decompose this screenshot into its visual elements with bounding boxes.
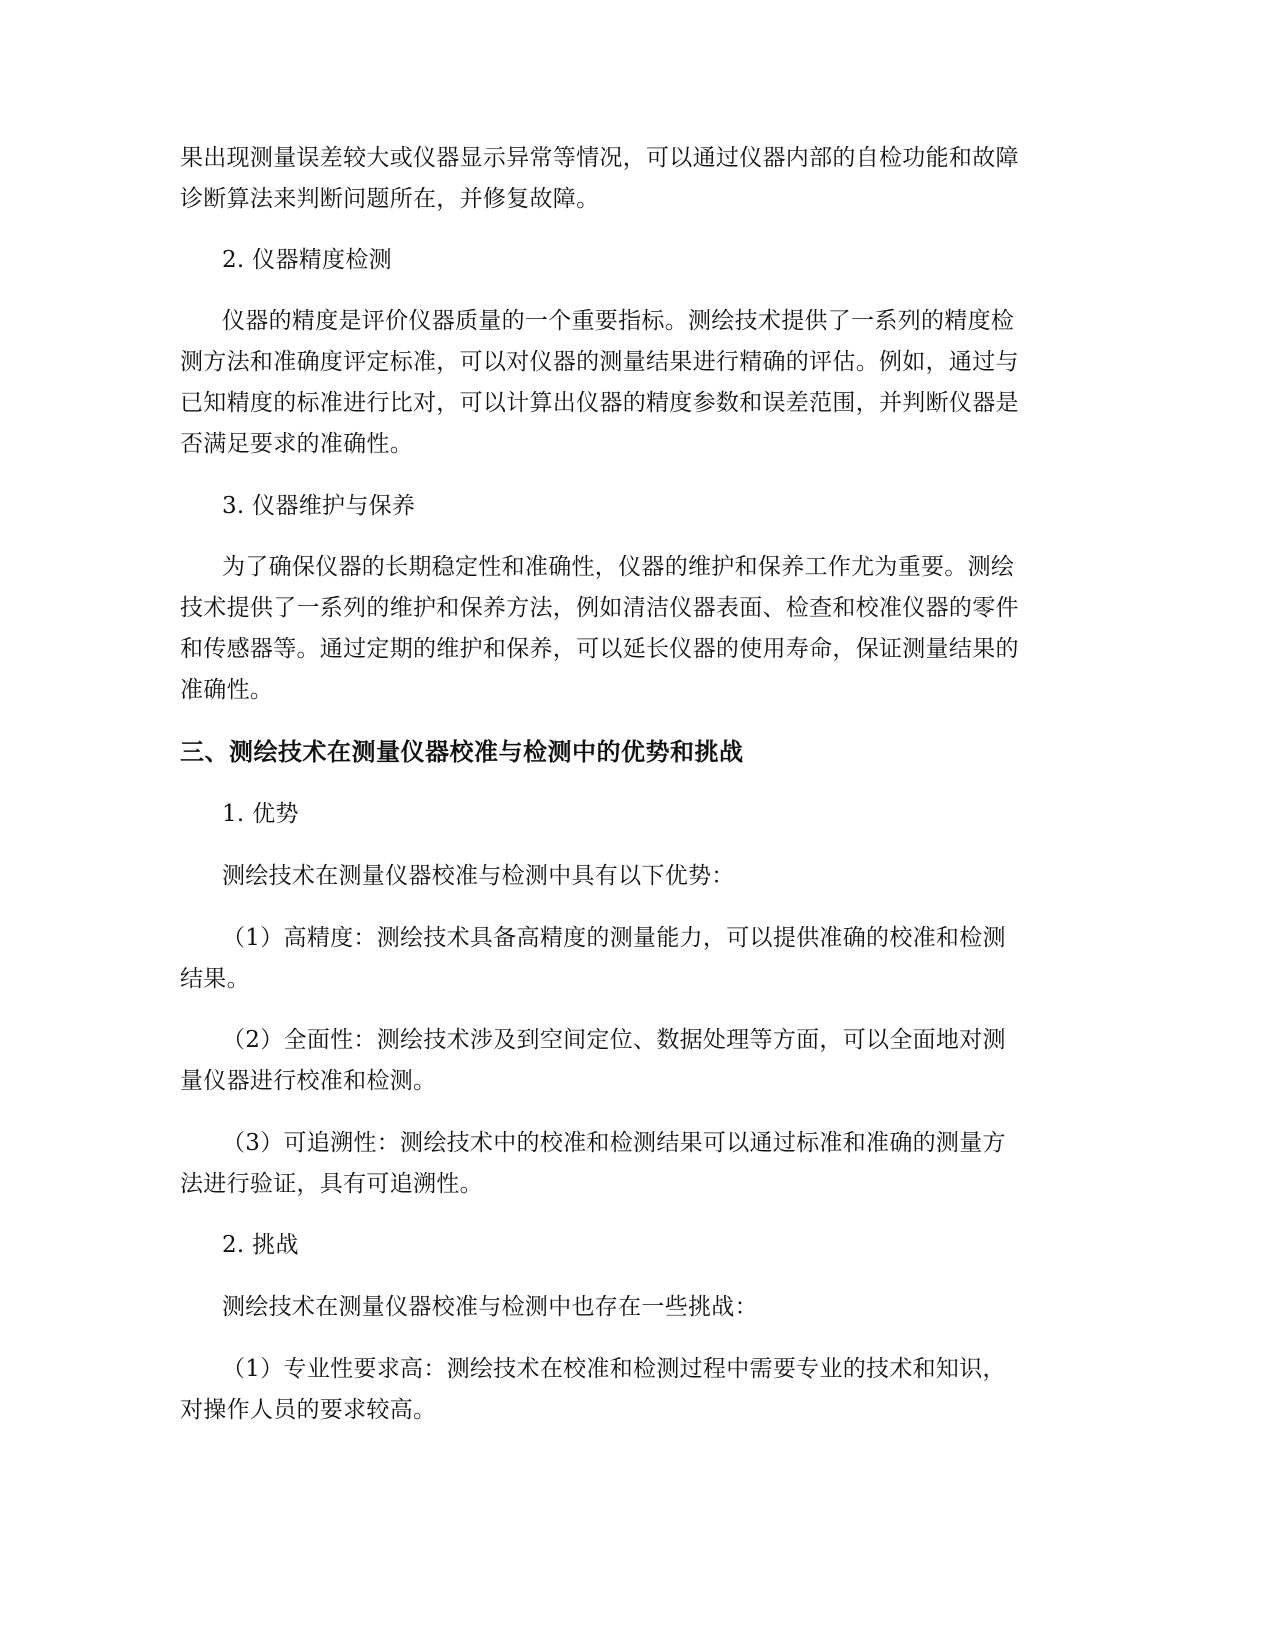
challenge-1-line-1: （1）专业性要求高：测绘技术在校准和检测过程中需要专业的技术和知识，: [222, 1356, 1006, 1382]
section-3-body-line-2: 技术提供了一系列的维护和保养方法，例如清洁仪器表面、检查和校准仪器的零件: [180, 595, 1019, 621]
chapter-3-heading: 三、测绘技术在测量仪器校准与检测中的优势和挑战: [180, 738, 744, 766]
continuation-line-1: 果出现测量误差较大或仪器显示异常等情况，可以通过仪器内部的自检功能和故障: [180, 145, 1019, 171]
advantages-title: 1. 优势: [222, 801, 299, 827]
challenges-title: 2. 挑战: [222, 1232, 299, 1258]
advantage-3-line-2: 法进行验证，具有可追溯性。: [180, 1171, 483, 1197]
section-2-body-line-1: 仪器的精度是评价仪器质量的一个重要指标。测绘技术提供了一系列的精度检: [222, 308, 1015, 334]
section-3-title: 3. 仪器维护与保养: [222, 493, 416, 519]
section-2-title: 2. 仪器精度检测: [222, 247, 392, 273]
advantage-3-line-1: （3）可追溯性：测绘技术中的校准和检测结果可以通过标准和准确的测量方: [222, 1130, 1006, 1156]
advantage-2-line-1: （2）全面性：测绘技术涉及到空间定位、数据处理等方面，可以全面地对测: [222, 1027, 1006, 1053]
section-3-body-line-1: 为了确保仪器的长期稳定性和准确性，仪器的维护和保养工作尤为重要。测绘: [222, 554, 1015, 580]
advantages-intro: 测绘技术在测量仪器校准与检测中具有以下优势：: [222, 863, 735, 889]
section-2-body-line-2: 测方法和准确度评定标准，可以对仪器的测量结果进行精确的评估。例如，通过与: [180, 349, 1019, 375]
section-3-body-line-3: 和传感器等。通过定期的维护和保养，可以延长仪器的使用寿命，保证测量结果的: [180, 636, 1019, 662]
challenges-intro: 测绘技术在测量仪器校准与检测中也存在一些挑战：: [222, 1294, 758, 1320]
section-2-body-line-3: 已知精度的标准进行比对，可以计算出仪器的精度参数和误差范围，并判断仪器是: [180, 390, 1019, 416]
challenge-1-line-2: 对操作人员的要求较高。: [180, 1397, 437, 1423]
continuation-line-2: 诊断算法来判断问题所在，并修复故障。: [180, 186, 600, 212]
advantage-1-line-1: （1）高精度：测绘技术具备高精度的测量能力，可以提供准确的校准和检测: [222, 925, 1006, 951]
section-2-body-line-4: 否满足要求的准确性。: [180, 431, 413, 457]
advantage-1-line-2: 结果。: [180, 966, 250, 992]
section-3-body-line-4: 准确性。: [180, 677, 274, 703]
advantage-2-line-2: 量仪器进行校准和检测。: [180, 1068, 437, 1094]
